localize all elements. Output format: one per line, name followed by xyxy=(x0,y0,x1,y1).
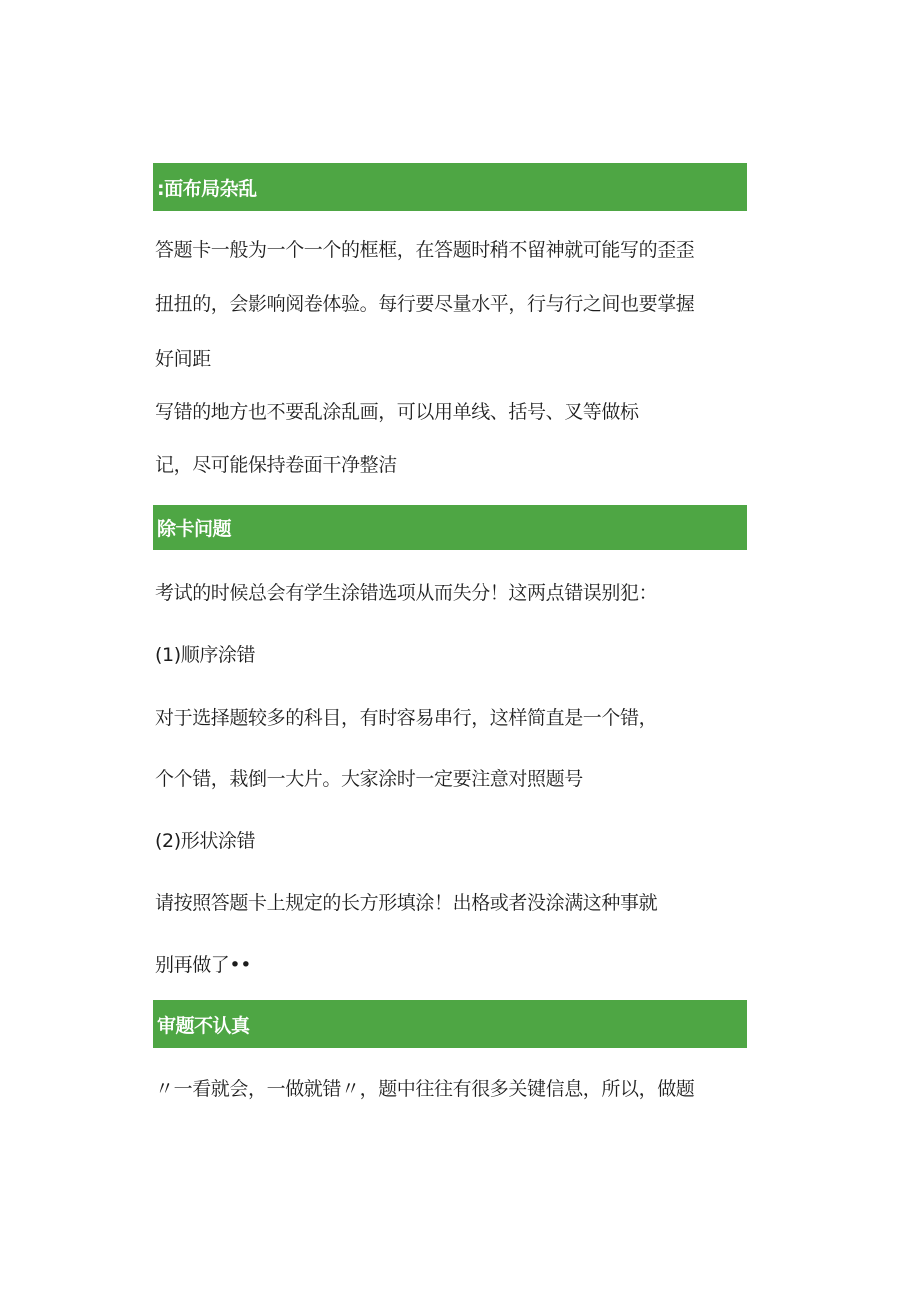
paragraph-line: (1)顺序涂错 xyxy=(155,644,256,666)
paragraph-line: 写错的地方也不要乱涂乱画，可以用单线、括号、叉等做标 xyxy=(155,401,639,423)
section-heading-bar xyxy=(153,505,747,550)
paragraph-line: 考试的时候总会有学生涂错选项从而失分！这两点错误别犯： xyxy=(155,582,658,604)
paragraph-line: 〃一看就会，一做就错〃，题中往往有很多关键信息，所以，做题 xyxy=(155,1078,695,1100)
paragraph-line: 好间距 xyxy=(155,348,211,370)
paragraph-line: 请按照答题卡上规定的长方形填涂！出格或者没涂满这种事就 xyxy=(155,892,658,914)
section-heading-bar xyxy=(153,1000,747,1048)
section-heading: :面布局杂乱 xyxy=(157,177,257,200)
paragraph-line: 记，尽可能保持卷面干净整洁 xyxy=(155,454,397,476)
paragraph-line: 别再做了•• xyxy=(155,954,252,976)
paragraph-line: 扭扭的，会影响阅卷体验。每行要尽量水平，行与行之间也要掌握 xyxy=(155,293,695,315)
paragraph-line: 个个错，栽倒一大片。大家涂时一定要注意对照题号 xyxy=(155,768,583,790)
section-heading: 审题不认真 xyxy=(157,1014,250,1037)
section-heading: 除卡问题 xyxy=(157,518,232,540)
paragraph-line: 对于选择题较多的科目，有时容易串行，这样简直是一个错， xyxy=(155,707,658,729)
paragraph-line: 答题卡一般为一个一个的框框，在答题时稍不留神就可能写的歪歪 xyxy=(155,239,695,261)
paragraph-line: (2)形状涂错 xyxy=(155,830,256,852)
section-heading-bar xyxy=(153,163,747,211)
